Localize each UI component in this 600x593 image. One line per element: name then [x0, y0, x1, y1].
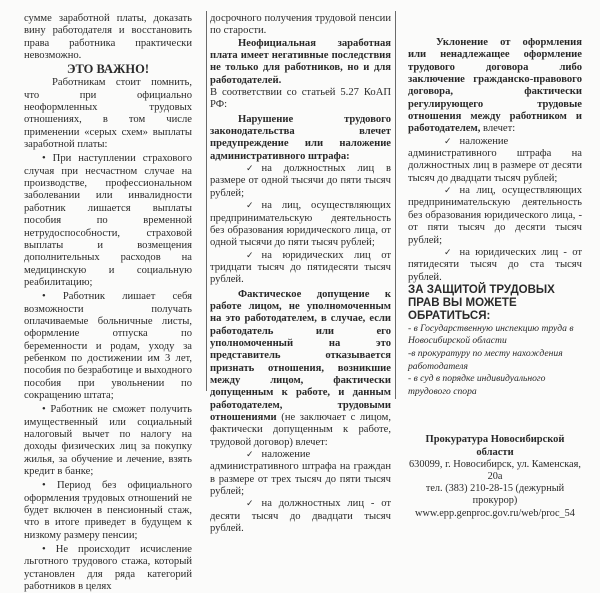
bullet-item: • При наступлении страхового случая при несчастном случае на производстве, профессиональном заболевании или инвалидности работник лишается выплаты пособия по временной нетрудоспособности, страховой выплаты и возмещения дополнительных расходов на медицинскую и социальную реабилитацию; — [24, 153, 192, 288]
column-1 — [24, 13, 192, 593]
column-3 — [408, 13, 582, 520]
admission-item-text: на должностных лиц - от десяти тысяч до двадцати тысяч рублей. — [210, 498, 391, 535]
column-divider — [206, 11, 207, 391]
bullet-item: • Не происходит исчисление льготного трудового стажа, который установлен для ряда категорий работников в целях — [24, 544, 192, 593]
office-website[interactable]: www.epp.genproc.gov.ru/web/proc_54 — [415, 507, 575, 519]
check-icon: ✓ — [444, 186, 452, 197]
evasion-item-text: наложение административного штрафа на должностных лиц в размере от десяти тысяч до двадцати тысяч рублей; — [408, 135, 582, 184]
office-name: Прокуратура Новосибирской области — [425, 434, 565, 458]
admission-bold-text: Фактическое допущение к работе лицом, не уполномоченным на это работодателем, в случае, если работодатель или его уполномоченный на это представитель отказывается признать отношения, возникшие между лицом, фактически допущенным к работе, и данным работодателем, трудовыми отношениями — [210, 288, 391, 423]
bullet-item: • Период без официального оформления трудовых отношений не будет включен в пенсионный стаж, что в итоге приведет в будущем к низкому размеру пенсии; — [24, 480, 192, 541]
check-icon: ✓ — [444, 247, 452, 258]
evasion-item-text: на юридических лиц - от пятидесяти тысяч до ста тысяч рублей. — [408, 246, 582, 283]
check-icon: ✓ — [444, 136, 452, 147]
check-icon: ✓ — [246, 450, 254, 461]
violation-item-text: на лиц, осуществляющих предпринимательскую деятельность без образования юридического лица, от одной тысячи до пяти тысяч рублей; — [210, 200, 391, 249]
admission-item — [210, 498, 391, 535]
violation-item — [210, 200, 391, 249]
check-icon: ✓ — [246, 499, 254, 510]
office-phone: тел. (383) 210-28-15 (дежурный прокурор) — [425, 483, 565, 507]
continuation-text: досрочного получения трудовой пенсии по старости. — [210, 13, 391, 37]
violation-item — [210, 250, 391, 287]
check-icon: ✓ — [246, 164, 254, 175]
admission-item-text: наложение административного штрафа на граждан в размере от трех тысяч до пяти тысяч рублей; — [210, 449, 391, 498]
evasion-text: влечет: — [480, 123, 516, 135]
column-2 — [210, 13, 391, 535]
evasion-paragraph — [408, 37, 582, 136]
intro-text: сумме заработной платы, доказать вину работодателя и восстановить права работника практически невозможно. — [24, 13, 192, 62]
violation-heading: Нарушение трудового законодательства влечет предупреждение или наложение административного штрафа: — [210, 113, 391, 162]
lead-paragraph: Работникам стоит помнить, что при официально неоформленных трудовых отношениях, в том числе применении «серых схем» выплаты заработной платы: — [24, 77, 192, 151]
column-divider — [395, 11, 396, 399]
important-heading: ЭТО ВАЖНО! — [66, 62, 150, 77]
office-address: 630099, г. Новосибирск, ул. Каменская, 20а — [409, 458, 581, 483]
admission-item — [210, 449, 391, 498]
contact-option: - в суд в порядке индивидуального трудового спора — [408, 373, 546, 397]
protection-heading: ЗА ЗАЩИТОЙ ТРУДОВЫХ ПРАВ ВЫ МОЖЕТЕ ОБРАТИТЬСЯ: — [408, 283, 555, 322]
evasion-item — [408, 136, 582, 185]
bullet-item: • Работник лишает себя возможности получать оплачиваемые больничные листы, оформление отпуска по беременности и родам, уходу за ребенком по достижении им 3 лет, пособия по безработице и выходного пособия при увольнении по сокращению штата; — [24, 291, 192, 401]
violation-item-text: на должностных лиц в размере от одной тысячи до пяти тысяч рублей; — [210, 163, 391, 199]
unofficial-salary-paragraph: Неофициальная заработная плата имеет негативные последствия не только для работников, но и для работодателей. — [210, 37, 391, 86]
contact-option: - в Государственную инспекцию труда в Новосибирской области — [408, 322, 574, 347]
evasion-item — [408, 185, 582, 247]
check-icon: ✓ — [246, 250, 254, 261]
prosecutor-office-block — [408, 434, 582, 519]
evasion-item — [408, 247, 582, 284]
evasion-item-text: на лиц, осуществляющих предпринимательскую деятельность без образования юридического лица, - от пяти тысяч до десяти тысяч рублей; — [408, 185, 582, 246]
contact-option: -в прокуратуру по месту нахождения работодателя — [408, 348, 563, 372]
check-icon: ✓ — [246, 201, 254, 212]
violation-item-text: на юридических лиц от тридцати тысяч до пятидесяти тысяч рублей. — [210, 249, 391, 286]
admission-text: (не заключает с лицом, фактически допущенным к работе, трудовой договор) влечет: — [210, 412, 391, 448]
evasion-bold-text: Уклонение от оформления или ненадлежащее оформление трудового договора либо заключение гражданско-правового договора, фактически регулирующего трудовые отношения между работником и работодателем, — [408, 37, 582, 135]
bullet-item: • Работник не сможет получить имущественный или социальный налоговый вычет по налогу на доходы физических лиц за покупку жилья, за обучение и лечение, взять кредит в банке; — [24, 404, 192, 478]
violation-item — [210, 163, 391, 200]
law-reference: В соответствии со статьей 5.27 КоАП РФ: — [210, 87, 391, 111]
